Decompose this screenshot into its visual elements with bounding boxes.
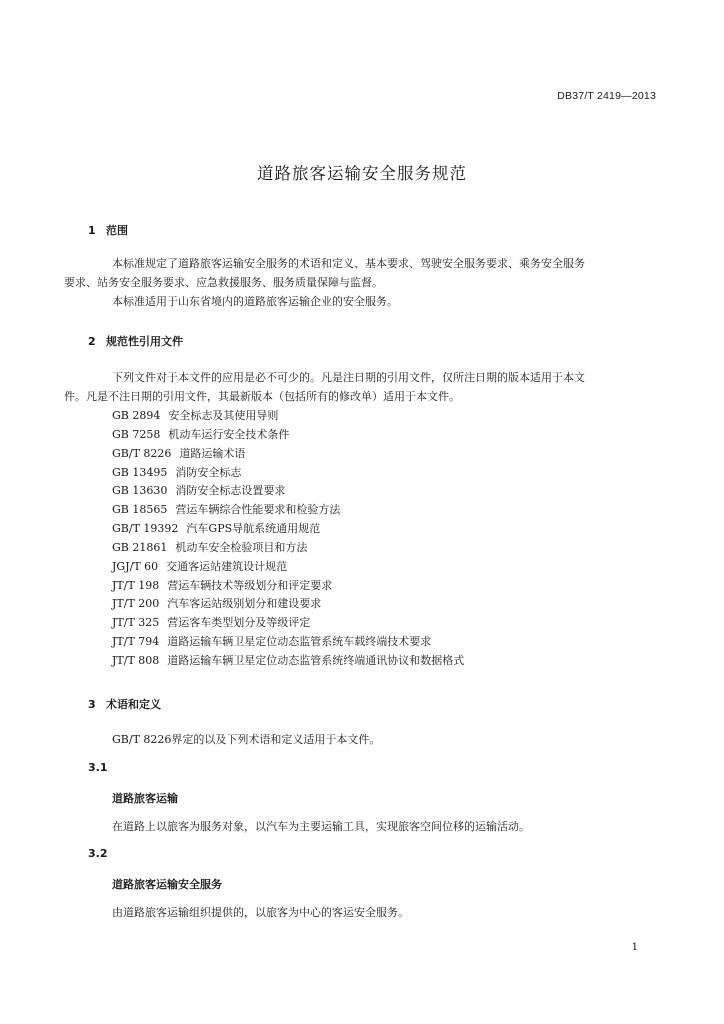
reference-code: GB 2894 <box>112 409 161 422</box>
reference-title: 道路运输术语 <box>179 446 246 460</box>
term-name: 道路旅客运输 <box>112 792 178 805</box>
section-1-title: 范围 <box>106 224 128 237</box>
reference-title: 营运客车类型划分及等级评定 <box>167 616 311 630</box>
reference-item <box>112 464 464 483</box>
reference-item <box>112 426 464 445</box>
reference-item <box>112 501 464 520</box>
section-3-number: 3 <box>88 698 96 711</box>
reference-code: JT/T 325 <box>112 616 160 630</box>
document-title: 道路旅客运输安全服务规范 <box>257 164 467 183</box>
reference-title: 消防安全标志 <box>175 465 242 479</box>
reference-code: GB/T 8226 <box>112 446 172 460</box>
section-2-heading <box>88 333 183 349</box>
reference-title: 机动车安全检验项目和方法 <box>175 540 308 554</box>
section-3-intro: GB/T 8226界定的以及下列术语和定义适用于本文件。 <box>112 733 381 746</box>
section-2-intro <box>64 368 656 406</box>
section-1-paragraph-2-line-1: 本标准适用于山东省境内的道路旅客运输企业的安全服务。 <box>112 295 398 308</box>
normative-reference-list <box>112 407 464 671</box>
reference-item <box>112 539 464 558</box>
document-code: DB37/T 2419—2013 <box>557 90 656 102</box>
reference-title: 道路运输车辆卫星定位动态监管系统车载终端技术要求 <box>167 635 432 649</box>
reference-code: GB 18565 <box>112 503 168 517</box>
section-3-heading <box>88 696 161 712</box>
reference-item <box>112 558 464 577</box>
reference-item <box>112 482 464 501</box>
section-1-paragraph-2 <box>88 292 656 311</box>
reference-title: 交通客运站建筑设计规范 <box>166 559 288 573</box>
section-2-number: 2 <box>88 335 96 348</box>
reference-code: GB 7258 <box>112 427 161 441</box>
reference-item <box>112 595 464 614</box>
term-number: 3.2 <box>88 847 108 860</box>
term-number: 3.1 <box>88 761 108 774</box>
reference-title: 营运车辆综合性能要求和检验方法 <box>175 503 341 517</box>
section-1-heading <box>88 222 128 238</box>
term-definition: 由道路旅客运输组织提供的，以旅客为中心的客运安全服务。 <box>112 906 409 919</box>
reference-code: GB 13495 <box>112 465 168 479</box>
term-name: 道路旅客运输安全服务 <box>112 878 222 891</box>
reference-title: 汽车客运站级别划分和建设要求 <box>167 597 322 611</box>
term-definition: 在道路上以旅客为服务对象，以汽车为主要运输工具，实现旅客空间位移的运输活动。 <box>112 820 530 833</box>
section-1-paragraph-1 <box>64 254 656 292</box>
reference-item <box>112 652 464 671</box>
page-number: 1 <box>631 942 638 953</box>
reference-title: 汽车GPS导航系统通用规范 <box>186 522 321 536</box>
reference-item <box>112 520 464 539</box>
reference-title: 道路运输车辆卫星定位动态监管系统终端通讯协议和数据格式 <box>167 653 465 667</box>
section-1-paragraph-1-line-2: 要求、站务安全服务要求、应急救援服务、服务质量保障与监督。 <box>64 276 383 289</box>
section-2-intro-line-2: 件。凡是不注日期的引用文件，其最新版本（包括所有的修改单）适用于本文件。 <box>64 390 460 403</box>
reference-code: JT/T 198 <box>112 578 160 592</box>
reference-code: GB 13630 <box>112 484 168 498</box>
reference-item <box>112 614 464 633</box>
reference-code: GB 21861 <box>112 540 168 554</box>
reference-code: JT/T 808 <box>112 653 160 667</box>
reference-item <box>112 633 464 652</box>
reference-item <box>112 445 464 464</box>
section-2-intro-line-1: 下列文件对于本文件的应用是必不可少的。凡是注日期的引用文件，仅所注日期的版本适用于本文 <box>112 371 585 384</box>
reference-title: 安全标志及其使用导则 <box>168 409 279 422</box>
section-1-paragraph-1-line-1: 本标准规定了道路旅客运输安全服务的术语和定义、基本要求、驾驶安全服务要求、乘务安全服务 <box>112 257 585 270</box>
reference-title: 消防安全标志设置要求 <box>175 484 286 498</box>
reference-item <box>112 577 464 596</box>
reference-code: JGJ/T 60 <box>112 559 159 573</box>
reference-code: JT/T 794 <box>112 635 160 649</box>
reference-title: 机动车运行安全技术条件 <box>168 427 290 441</box>
section-1-number: 1 <box>88 224 96 237</box>
section-3-title: 术语和定义 <box>106 698 161 711</box>
section-2-title: 规范性引用文件 <box>106 335 183 348</box>
reference-item <box>112 407 464 426</box>
reference-code: JT/T 200 <box>112 597 160 611</box>
reference-code: GB/T 19392 <box>112 522 179 536</box>
reference-title: 营运车辆技术等级划分和评定要求 <box>167 578 333 592</box>
